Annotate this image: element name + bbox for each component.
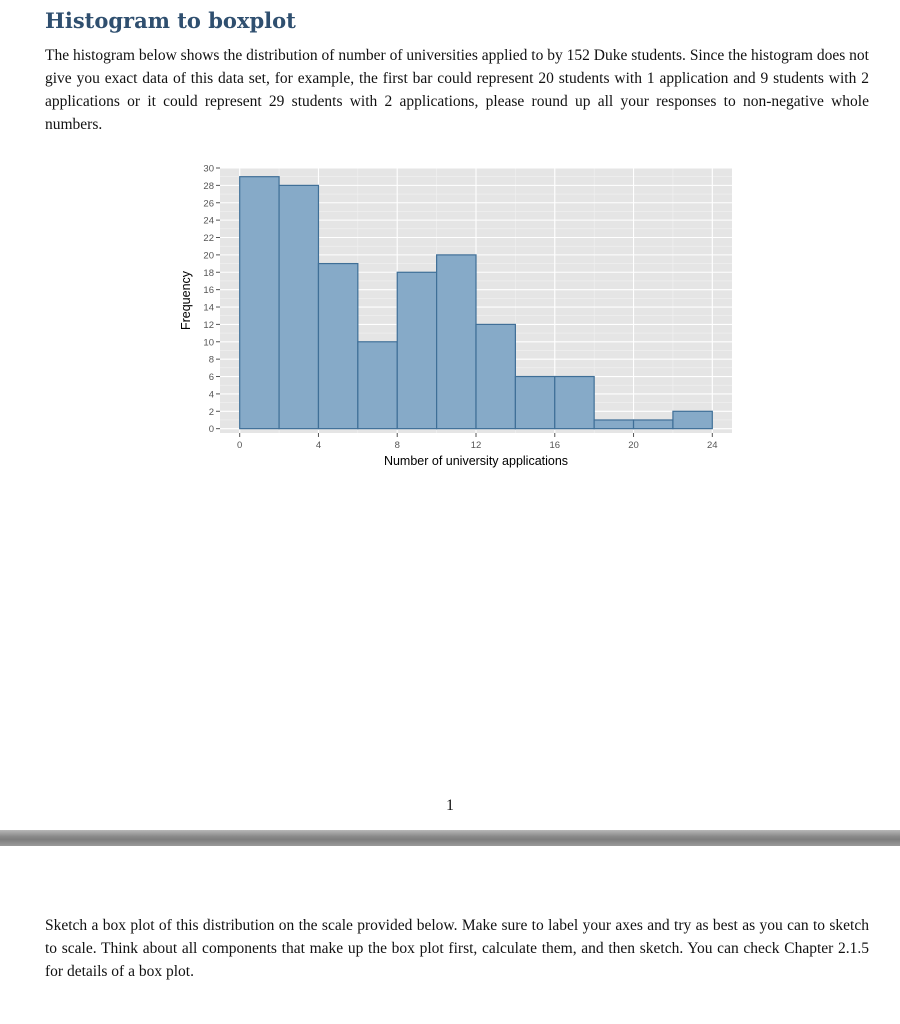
x-tick-label: 12 [470,440,482,451]
instruction-paragraph: Sketch a box plot of this distribution on the scale provided below. Make sure to label your axes and try as best as you can to sketch to scale. Think about all components that make up the box plot first, calculate them, and then sketch. You can check Chapter 2.1.5 for details of a box plot. [45,917,869,980]
y-tick-label: 6 [208,372,214,384]
x-axis [237,433,718,451]
page-title: Histogram to boxplot [45,8,296,33]
histogram-bar [397,272,436,428]
histogram-bar [555,377,594,429]
histogram-bar [318,264,357,429]
x-tick-label: 8 [394,440,400,451]
histogram-bar [515,377,554,429]
histogram-bar [358,342,397,429]
y-axis [203,164,220,436]
y-tick-label: 20 [203,250,214,262]
histogram-chart [170,160,740,475]
y-tick-label: 2 [208,406,214,418]
x-tick-label: 20 [628,440,639,451]
histogram-bar [476,324,515,428]
histogram-bar [673,411,712,428]
histogram-bar [279,185,318,428]
histogram-bar [437,255,476,429]
y-tick-label: 18 [203,267,214,279]
intro-paragraph: The histogram below shows the distribution of number of universities applied to by 152 Duke students. Since the histogram does not give you exact data of this data set, for example, the first bar could represent 20 students with 1 application and 9 students with 2 applications or it could represent 29 students with 2 applications, please round up all your responses to non-negative whole numbers. [45,47,869,133]
y-tick-label: 12 [203,319,214,331]
y-tick-label: 24 [203,215,214,227]
y-tick-label: 16 [203,285,214,297]
histogram-bar [240,177,279,429]
y-tick-label: 28 [203,180,214,192]
histogram-bar [594,420,633,429]
y-tick-label: 26 [203,198,214,210]
y-tick-label: 30 [203,163,214,175]
y-axis-label: Frequency [179,270,193,331]
x-tick-label: 0 [237,440,243,451]
y-tick-label: 22 [203,233,214,245]
histogram-bar [634,420,673,429]
y-tick-label: 0 [208,424,214,436]
page-number: 1 [446,797,454,814]
x-tick-label: 4 [315,440,322,451]
y-tick-label: 14 [203,302,214,314]
x-axis-label: Number of university applications [383,454,569,468]
y-tick-label: 4 [208,389,214,401]
x-tick-label: 16 [549,440,561,451]
x-tick-label: 24 [707,440,718,451]
y-tick-label: 8 [208,354,214,366]
y-tick-label: 10 [203,337,214,349]
page-divider [0,830,900,846]
